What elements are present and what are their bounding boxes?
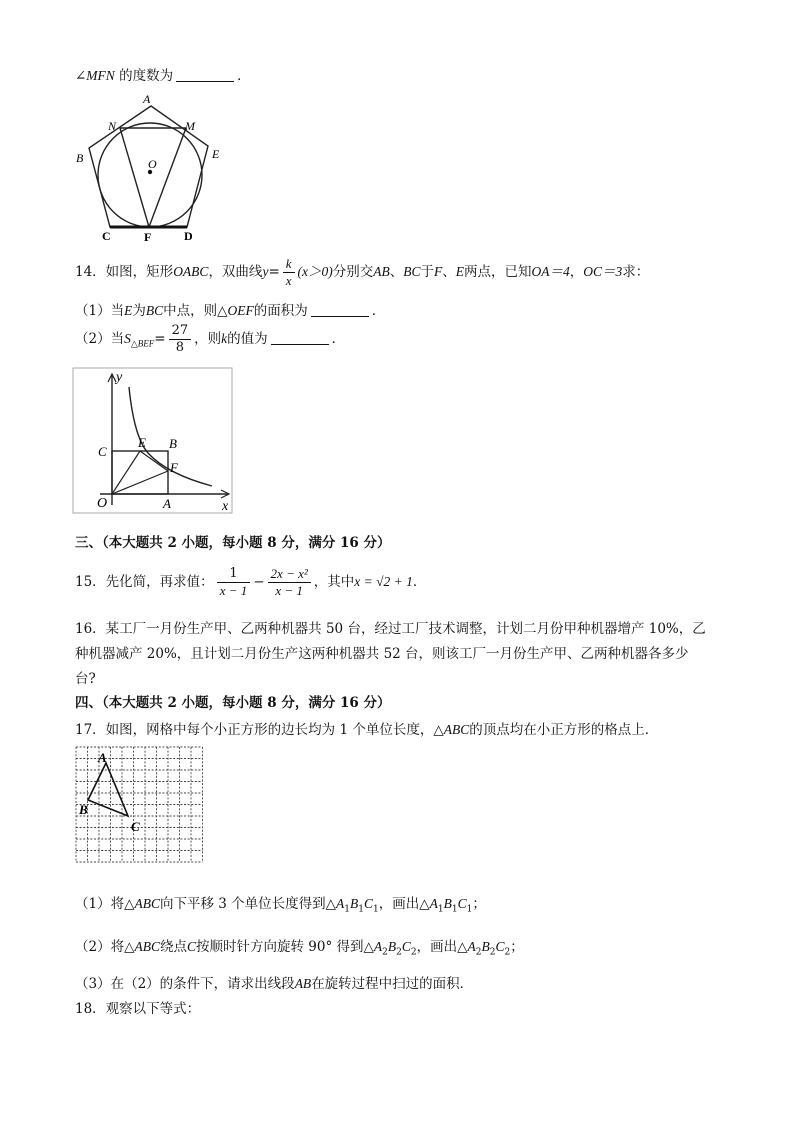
q17-1-a: （1）将△ — [75, 896, 135, 912]
q14-number: 14．如图，矩形 — [75, 264, 174, 280]
q14-mid3: 于 — [420, 264, 435, 280]
q17-2-a: （2）将△ — [75, 939, 135, 955]
q14-1-end: ． — [371, 303, 386, 319]
label-a: A — [163, 496, 171, 511]
q16-line2: 种机器减产 20%，且计划二月份生产这两种机器共 52 台，则该工厂一月份生产甲、乙两种机器各多少 — [75, 646, 689, 662]
q14-eq: = — [268, 264, 280, 280]
label-c: C — [131, 819, 140, 834]
q17-1-u3s: 1 — [466, 904, 473, 915]
q14-oa: OA＝4 — [531, 264, 570, 279]
q14-1-mid2: 中点，则△ — [163, 303, 228, 319]
q17-1-t2s: 1 — [358, 904, 365, 915]
q17-abc: ABC — [443, 722, 470, 737]
q14-2-k: k — [221, 331, 228, 346]
q13-answer-line — [75, 64, 251, 84]
label-e: E — [138, 435, 146, 450]
q14-1-oef: OEF — [227, 303, 254, 318]
q17-stem — [75, 718, 658, 738]
label-x: x — [222, 499, 229, 514]
q17-1-c: ，画出△ — [378, 896, 430, 912]
q17-part3 — [75, 972, 473, 992]
q17-2-t2s: 2 — [396, 947, 402, 958]
label-b: B — [76, 151, 84, 165]
triangle-abc — [88, 763, 128, 816]
q15-prefix: 15．先化简，再求值： — [75, 574, 214, 590]
label-c: C — [102, 229, 111, 243]
q15-cond: x = √2 + 1 — [354, 574, 413, 589]
label-e: E — [212, 147, 220, 161]
q17-2-cpt: C — [186, 939, 196, 954]
inscribed-circle — [98, 123, 202, 227]
q14-2-mid2: 的值为 — [227, 331, 268, 347]
q14-2-s: S — [124, 331, 131, 346]
q17-2-c: 按顺时针方向旋转 90° 得到△ — [196, 939, 374, 955]
q16-line1: 16．某工厂一月份生产甲、乙两种机器共 50 台，经过工厂技术调整，计划二月份甲种机器增产 10%，乙 — [75, 621, 706, 637]
q17-2-u3: C — [495, 939, 505, 954]
q17-3-ab: AB — [294, 976, 312, 991]
label-d: D — [184, 229, 193, 243]
q17-2-u3s: 2 — [504, 947, 511, 958]
answer-blank — [271, 332, 329, 345]
q17-1-u2: B — [443, 896, 452, 911]
label-o: O — [97, 496, 108, 511]
frac-den: x − 1 — [275, 583, 303, 598]
answer-blank — [311, 304, 369, 317]
q14-1-prefix: （1）当 — [75, 303, 125, 319]
q17-2-u2: B — [481, 939, 490, 954]
q17-1-t3s: 1 — [373, 904, 379, 915]
q14-oc: OC＝3 — [583, 264, 623, 279]
q17-1-u2s: 1 — [451, 904, 458, 915]
q17-2-u1: A — [467, 939, 476, 954]
q14-1-mid3: 的面积为 — [253, 303, 308, 319]
q17-1-t3: C — [364, 896, 374, 911]
q17-1-t1: A — [336, 896, 345, 911]
frac-num: 1 — [217, 566, 251, 583]
q17-2-t2: B — [387, 939, 397, 954]
q14-part2 — [75, 323, 345, 356]
q15-end: ． — [412, 574, 427, 590]
q17-part2 — [75, 935, 524, 958]
q18-stem: 18．观察以下等式： — [75, 1001, 201, 1017]
q13-end: ． — [237, 68, 251, 84]
frac-den: x − 1 — [219, 583, 248, 598]
q17-2-abc: ABC — [134, 939, 160, 954]
q14-part1 — [75, 299, 385, 319]
label-b: B — [169, 436, 177, 451]
q15-frac1 — [217, 566, 251, 599]
frac-den: 8 — [175, 340, 184, 355]
q14-2-mid: ，则 — [194, 331, 222, 347]
label-f: F — [170, 460, 178, 475]
rectangle-oabc — [112, 451, 168, 494]
q16-line3: 台? — [75, 671, 96, 687]
frac-num: k — [283, 256, 295, 273]
q14-2-sub: △BEF — [130, 338, 155, 349]
q17-1-abc: ABC — [134, 896, 160, 911]
q14-rect: OABC — [173, 264, 209, 279]
label-a: A — [143, 92, 151, 106]
q14-1-bc: BC — [145, 303, 164, 318]
section-3-title: 三、（本大题共 2 小题，每小题 8 分，满分 16 分） — [75, 535, 391, 551]
q17-2-u1s: 2 — [475, 947, 482, 958]
segment-oe — [112, 451, 140, 494]
q13-suffix: 的度数为 — [114, 68, 174, 84]
q17-2-t3: C — [401, 939, 411, 954]
q14-sep3: ， — [569, 264, 584, 280]
chord-nf — [120, 128, 149, 227]
q14-2-frac — [169, 323, 192, 356]
q17-2-t1s: 2 — [382, 947, 388, 958]
q17-1-t2: B — [350, 896, 359, 911]
q14-2-eq: = — [154, 331, 166, 347]
q14-cond: (x＞0) — [297, 264, 333, 279]
dashed-grid — [76, 747, 203, 862]
q14-2-end: ． — [331, 331, 346, 347]
q14-ab: AB — [373, 264, 390, 279]
q17-1-u1: A — [429, 896, 438, 911]
q17-2-u2s: 2 — [489, 947, 496, 958]
q15 — [75, 566, 426, 599]
q17-1-u3: C — [457, 896, 467, 911]
q15-minus: − — [253, 574, 265, 590]
q14-sep2: 、 — [442, 264, 456, 280]
q14-mid1: ，双曲线 — [208, 264, 263, 280]
chord-mf — [149, 128, 186, 227]
label-b: B — [79, 802, 88, 817]
q17-3-b: 在旋转过程中扫过的面积． — [311, 976, 474, 992]
q14-stem — [75, 256, 649, 289]
q17-1-t1s: 1 — [344, 904, 351, 915]
q17-1-end: ； — [472, 896, 486, 912]
q17-3-a: （3）在（2）的条件下，请求出线段 — [75, 976, 295, 992]
figure-frame — [73, 368, 232, 513]
label-c: C — [98, 444, 107, 459]
q17-2-t1: A — [373, 939, 383, 954]
q14-y: y — [262, 264, 269, 279]
frac-num: 27 — [169, 323, 192, 340]
q17-1-b: 向下平移 3 个单位长度得到△ — [159, 896, 337, 912]
figure-rectangle-hyperbola — [72, 367, 234, 515]
figure-pentagon-circle — [72, 90, 232, 245]
q14-sep1: 、 — [389, 264, 404, 280]
q14-mid4: 两点，已知 — [464, 264, 532, 280]
frac-den: x — [285, 273, 292, 288]
q14-1-e: E — [124, 303, 133, 318]
label-n: N — [108, 119, 117, 133]
q17-2-b: 绕点 — [159, 939, 187, 955]
q14-2-prefix: （2）当 — [75, 331, 125, 347]
q15-frac2 — [268, 566, 311, 599]
label-o: O — [148, 157, 157, 171]
q14-e: E — [455, 264, 465, 279]
q17-1-u1s: 1 — [437, 904, 444, 915]
q17-2-t3s: 2 — [410, 947, 417, 958]
label-f: F — [144, 230, 152, 244]
q17-text-a: 17．如图，网格中每个小正方形的边长均为 1 个单位长度，△ — [75, 722, 444, 738]
segment-of — [112, 471, 168, 494]
angle-mfn: ∠MFN — [75, 68, 115, 83]
q17-2-d: ，画出△ — [416, 939, 468, 955]
section-4-title: 四、（本大题共 2 小题，每小题 8 分，满分 16 分） — [75, 695, 391, 711]
figure-grid-triangle — [74, 745, 214, 873]
answer-blank — [176, 69, 234, 82]
q17-2-end: ； — [510, 939, 524, 955]
q15-mid: ，其中 — [313, 574, 355, 590]
q17-part1 — [75, 892, 486, 915]
q14-k-over-x — [283, 256, 295, 289]
q14-bc: BC — [403, 264, 421, 279]
q14-f: F — [434, 264, 443, 279]
label-a: A — [98, 750, 107, 765]
q14-mid2: 分别交 — [332, 264, 374, 280]
frac-num: 2x − x² — [268, 566, 311, 583]
q14-1-mid: 为 — [132, 303, 146, 319]
q17-text-b: 的顶点均在小正方形的格点上． — [469, 722, 659, 738]
label-m: M — [185, 119, 195, 133]
label-y: y — [116, 370, 123, 385]
segment-ef — [140, 451, 168, 471]
q14-end: 求： — [622, 264, 650, 280]
